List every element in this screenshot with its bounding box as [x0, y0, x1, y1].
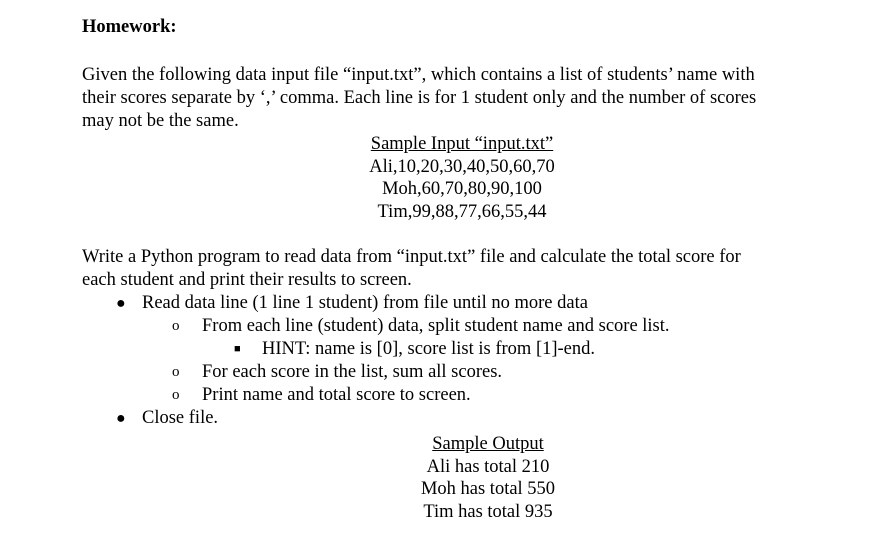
list-item-text: Close file.	[142, 408, 219, 428]
sample-input-line: Tim,99,88,77,66,55,44	[377, 201, 547, 222]
bullet-icon: ●	[116, 295, 126, 312]
homework-heading: Homework:	[82, 17, 177, 37]
document-page	[82, 15, 822, 523]
circle-bullet-icon: o	[172, 364, 180, 380]
task-line: each student and print their results to screen.	[82, 270, 412, 290]
square-bullet-icon: ■	[234, 343, 241, 355]
sample-input-line: Ali,10,20,30,40,50,60,70	[369, 156, 555, 177]
sample-output-line: Ali has total 210	[426, 456, 550, 477]
task-paragraph	[82, 246, 822, 292]
intro-line: may not be the same.	[82, 111, 239, 131]
list-item-text: Read data line (1 line 1 student) from file until no more data	[142, 293, 588, 313]
steps-list	[82, 292, 822, 430]
sample-input-title: Sample Input “input.txt”	[370, 134, 554, 154]
list-item	[82, 315, 822, 338]
sample-output-line: Moh has total 550	[420, 479, 556, 499]
list-item	[82, 292, 822, 315]
list-item-text: From each line (student) data, split student name and score list.	[202, 316, 670, 336]
intro-line: Given the following data input file “input.txt”, which contains a list of students’ name with	[82, 65, 755, 85]
bullet-icon: ●	[116, 410, 126, 427]
list-item	[82, 338, 822, 361]
circle-bullet-icon: o	[172, 318, 180, 334]
circle-bullet-icon: o	[172, 387, 180, 403]
task-line: Write a Python program to read data from “input.txt” file and calculate the total score for	[82, 247, 741, 267]
sample-input-line: Moh,60,70,80,90,100	[382, 179, 542, 199]
sample-output-title: Sample Output	[432, 434, 544, 454]
intro-paragraph	[82, 64, 822, 133]
list-item-text: Print name and total score to screen.	[202, 385, 471, 405]
list-item	[82, 384, 822, 407]
list-item	[82, 361, 822, 384]
sample-input-block	[82, 133, 842, 223]
list-item-text: For each score in the list, sum all scores.	[202, 362, 503, 382]
list-item-text: HINT: name is [0], score list is from [1]-end.	[262, 339, 596, 359]
list-item	[82, 407, 822, 430]
intro-line: their scores separate by ‘,’ comma. Each line is for 1 student only and the number of scores	[82, 88, 757, 108]
sample-output-block	[82, 433, 892, 523]
sample-output-line: Tim has total 935	[423, 501, 553, 522]
